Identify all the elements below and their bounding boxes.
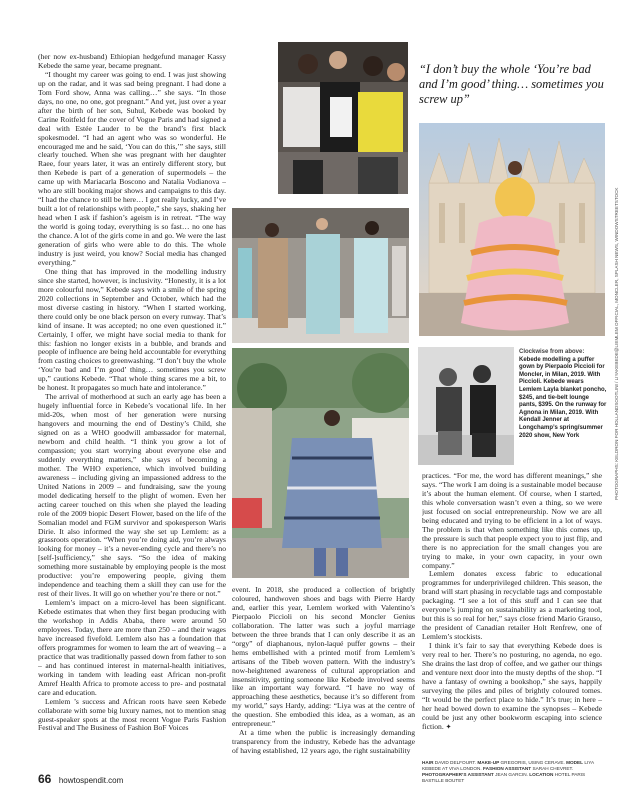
credits: HAIR DAVID DELFOURT. MAKE-UP GREGORIS, USING CERAVE. MODEL LIYA KEBEDE AT VIVA LONDON. FASHION ASSISTANT SARAH CHEVRET. PHOTOGRAPHER’S ASSISTANT JEAN GARCIN. LOCATION HOTEL PARIS BASTILLE BOUTET bbox=[422, 760, 594, 783]
page-number: 66 bbox=[38, 772, 52, 786]
end-mark-icon: ✦ bbox=[445, 722, 452, 731]
paragraph bbox=[422, 642, 602, 732]
caption-body: Kebede modelling a puffer gown by Pierpaolo Piccioli for Moncler, in Milan, 2019. With Piccioli. Kebede wears Lemlem Layla blanket poncho, $245, and tie-belt lounge pants, $395. On the runway for Agnona in Milan, 2019. With Kendall Jenner at Longchamp’s spring/summer 2020 show, New York bbox=[519, 356, 607, 439]
paragraph: “I thought my career was going to end. I was just showing up on the radar, and it was sad being pregnant. I had done a Tom Ford show, Anna was calling…” she says. “In those days, no one, no one, got pregnant.” And yet, just over a year after the birth of her son, Suhul, Kebede was booked by Carine Roitfeld for the cover of Vogue Paris and had signed a deal with Estée Lauder to be the brand’s first black spokesmodel. “I had an agent who was so wonderful. He encouraged me and he said, ‘You can do this,’” she says, still clearly touched. When she was pregnant with her daughter Raee, four years later, it was an entirely different story, but then Kebede is part of a generation of supermodels – the came up with Mariacarla Boscono and Natalia Vodianova – who are still booking major shows and campaigns to this day. “I had the chance to still be here… I got really lucky, and I’ve built a lot of relationships with people,” she says, shaking her head when I ask if fashion’s ageism is in retreat. “The way the world is going today, everything is so fast… no one has the chance. A lot of the girls come in and go. We were the last generation of girls who were able to do this. The whole industry is just weird, you know? Social media has changed everything.” bbox=[38, 69, 226, 267]
photo-moncler-puffer-gown bbox=[419, 123, 605, 336]
pull-quote: “I don’t buy the whole ‘You’re bad and I’m good’ thing… sometimes you screw up” bbox=[419, 62, 604, 106]
photo-caption bbox=[519, 349, 607, 440]
paragraph: (her now ex-husband) Ethiopian hedgefund manager Kassy Kebede the same year, became pregnant. bbox=[38, 53, 226, 70]
photo-lemlem-poncho bbox=[232, 348, 409, 578]
caption-title: Clockwise from above: bbox=[519, 349, 585, 355]
paragraph: event. In 2018, she produced a collection of brightly coloured, handwoven shoes and bags with Pierre Hardy and, earlier this year, Lemlem worked with Valentino’s Pierpaolo Piccioli on his second Moncler Genius collaboration. The latter was such a joyful marriage between the three brands that I can only describe it as an “orgy” of diaphanous, nylon-laqué puffer gowns – their hems embellished with a printed motif from Lemlem’s artisans of the Tibeb woven pattern. With the industry’s now-heightened awareness of cultural appropriation and insensitivity, getting someone like Kebede involved seems like an important way forward. “I have no way of approaching these aesthetics, because it’s so different from my world,” says Hardy, adding: “Liya was at the centre of the question. She embodied this idea, as a woman, as an entrepreneur.” bbox=[232, 586, 415, 729]
article-column-2 bbox=[232, 586, 415, 764]
photo-agnona-runway bbox=[232, 208, 409, 343]
paragraph-text: I think it’s fair to say that everything Kebede does is very real to her. There’s no posturing, no agenda, no ego. She drains the last drop of coffee, and we gather our things and venture next door into the musty depths of the shop. “I have a fantasy of owning a bookshop,” she says, happily surveying the piles and piles of brightly coloured tomes. “It would be the perfect place to hide.” It’s true; in here – her head bowed down to examine the synopses – Kebede could be just any other bookworm escaping into science fiction. bbox=[422, 641, 602, 731]
paragraph: At a time when the public is increasingly demanding transparency from the industry, Kebede has the advantage of having established, 12 years ago, the right sustainability bbox=[232, 728, 415, 756]
article-column-1 bbox=[38, 53, 226, 763]
photo-with-piccioli bbox=[418, 347, 514, 465]
paragraph: The arrival of motherhood at such an early age has been a hugely influential force in Kebede’s vocational life. In her mid-20s, when most of her generation were nursing hangovers and mourning the end of Destiny’s Child, she signed on as a WHO goodwill ambassador for maternal, newborn and child health. “I think you grow a lot of compassion; you start worrying about everyone else and suddenly everything matters,” she says of becoming a mother. The WHO experience, which involved building awareness – including giving an impassioned address to the United Nations in 2009 – and fundraising, saw the young model dedicating herself to the plight of women. Even her acting career touched on this when she played the leading role of the 2009 biopic Desert Flower, based on the life of the Somalian model and FGM survivor and spokesperson Waris Dirie. It also informed the way she set up Lemlem: as a grassroots operation. “When you’re doing aid, you’re always looking for money – it’s a never-ending cycle and there’s no [self-]sufficiency,” she says. “So the idea of making something more sustainable by employing people is the most productive: you’re empowering people, giving them independence and teaching them a skill they can use for the rest of their lives. It will go on whether you’re there or not.” bbox=[38, 392, 226, 599]
photo-longchamp-show bbox=[278, 42, 408, 194]
paragraph: Lemlem donates excess fabric to educational programmes for underprivileged children. This season, the brand will start phasing in recyclable tags and compostable packaging. “I see a lot of this stuff and I can see that everyone’s jumping on sustainability as a marketing tool, but this is so real for her,” says close friend Mario Grauso, the president of Canadian retailer Holt Renfrew, one of Lemlem’s stockists. bbox=[422, 569, 602, 642]
article-column-3 bbox=[422, 472, 602, 758]
site-link[interactable]: howtospendit.com bbox=[58, 776, 124, 785]
paragraph: Lemlem’s impact on a micro-level has been significant. Kebede estimates that when they first began producing with the workshop in Addis Ababa, there were around 50 employees. Today, there are more than 250 – and their wages have increased fivefold. Lemlem also has a foundation that offers programmes for women to learn the art of weaving – a practice that was traditionally passed down from father to son – and has continued interest in maternal-health initiatives, working in tandem with leading east African non-profit Amref Health Africa to promote access to pre- and postnatal care and education. bbox=[38, 598, 226, 697]
page-footer bbox=[38, 770, 123, 788]
paragraph: Lemlem ’s success and African roots have seen Kebede collaborate with some big luxury names, not to mention snag guest-speaker spots at the most recent Vogue Paris Fashion Festival and The Business of Fashion BoF Voices bbox=[38, 696, 226, 733]
paragraph: One thing that has improved in the modelling industry since she started, however, is inclusivity. “Honestly, it is a lot more colourful now,” Kebede says with a smile of the spring 2020 collections in September and October, which had the most diverse casting in history. “When I started working, there could only be one black person on every runway. That’s kind of insane. It was accepted; no one even questioned it.” Certainly, I offer, we might have social media to thank for this: fashion no longer exists in a bubble, and brands and people of influence are being held accountable for everything from casting choices to greenwashing. “I don’t buy the whole ‘You’re bad and I’m good’ thing… sometimes you screw up,” cautions Kebede. “That whole thing scares me a bit, to be honest. It propagates so much hate and intolerance.” bbox=[38, 266, 226, 393]
photo-credit: PHOTOGRAPHS: KELDRON FOR HOLLANDSOOTLINI / LIYAKEBEDE@LIEMLEM OFFICIAL, MONCLER, SPLASH NEWS, WINDOWSTREETSTOCK bbox=[614, 187, 619, 500]
paragraph: practices. “For me, the word has different meanings,” she says. “The work I am doing is a sustainable model because it’s about the human element. Of course, when I started, this whole conversation wasn’t even a thing, so we were just focused on social entrepreneurship. Now we are all being educated and trying to be efficient in a lot of ways. The problem is that when something like this comes up, the pressure is such that people expect you to just flip, and there is no appreciation for the small changes you are trying to make, in your own capacity, in your own company.” bbox=[422, 472, 602, 570]
